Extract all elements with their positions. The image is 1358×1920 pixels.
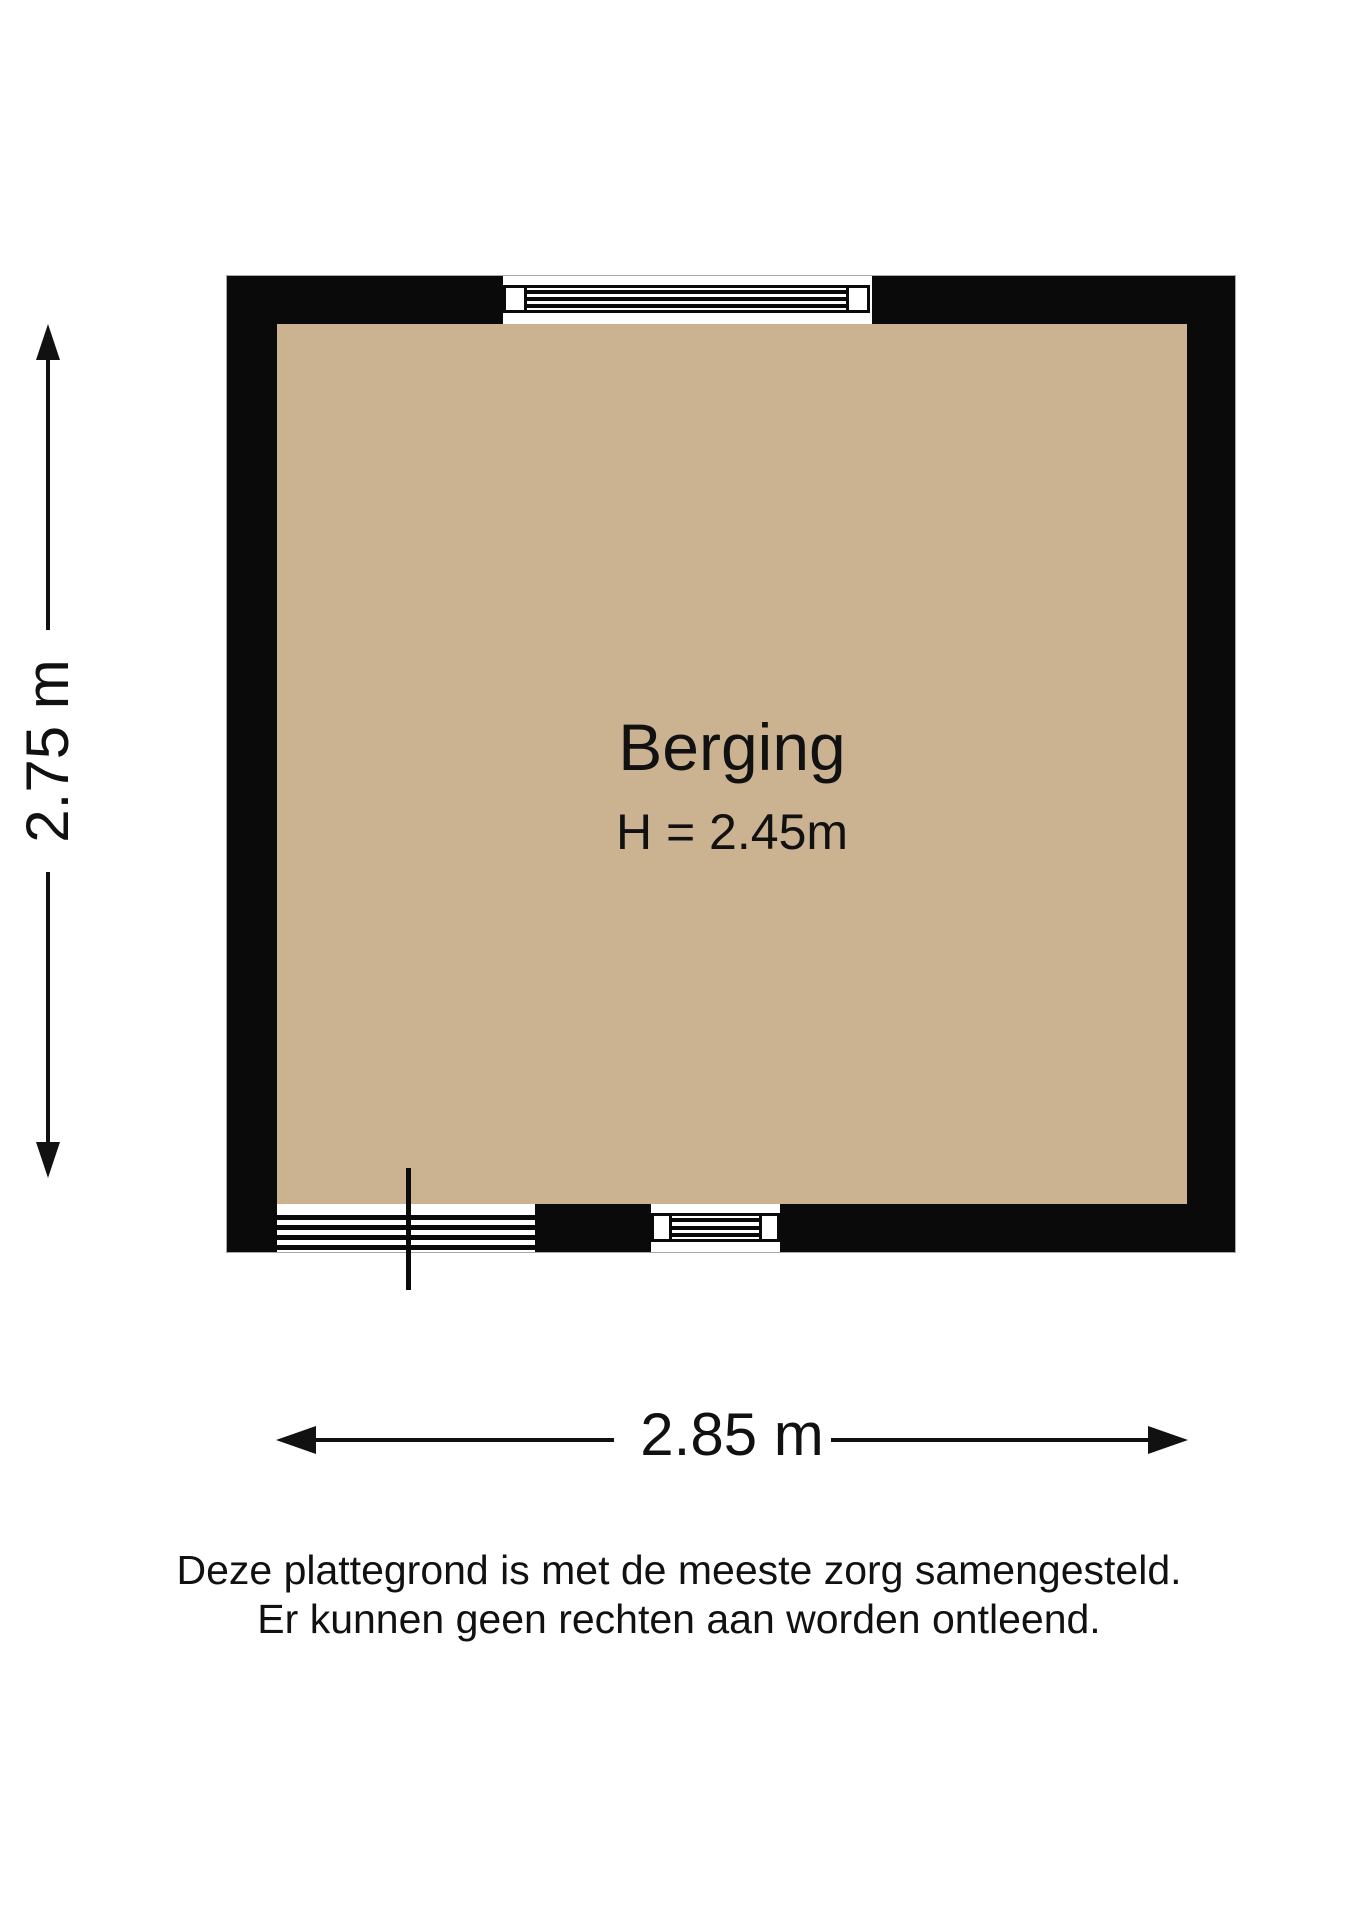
- disclaimer-line-1: Deze plattegrond is met de meeste zorg samengesteld.: [176, 1547, 1182, 1593]
- window-jamb-icon: [759, 1216, 777, 1239]
- wall-bottom-right-segment: [780, 1204, 1187, 1252]
- window-bottom-icon: [651, 1213, 780, 1242]
- window-pane-line: [527, 290, 846, 294]
- window-jamb-icon: [506, 288, 527, 310]
- height-dimension-label: 2.75 m: [14, 659, 81, 843]
- window-panes: [527, 288, 846, 310]
- window-pane-line: [672, 1233, 759, 1237]
- window-panes: [672, 1216, 759, 1239]
- arrow-up-icon: [36, 324, 60, 360]
- window-top-icon: [503, 285, 870, 313]
- wall-left: [227, 276, 277, 1252]
- width-dimension-label: 2.85 m: [640, 1401, 824, 1468]
- wall-top-left-segment: [227, 276, 503, 324]
- window-pane-line: [527, 297, 846, 301]
- wall-right: [1187, 276, 1235, 1252]
- height-dimension-line-lower: [46, 872, 50, 1144]
- window-pane-line: [672, 1226, 759, 1230]
- window-pane-line: [672, 1218, 759, 1222]
- room-ceiling-height-label: H = 2.45m: [615, 804, 849, 860]
- window-jamb-icon: [654, 1216, 672, 1239]
- disclaimer-line-2: Er kunnen geen rechten aan worden ontleend.: [257, 1596, 1101, 1642]
- room-name-label: Berging: [618, 710, 846, 784]
- window-jamb-icon: [846, 288, 867, 310]
- width-dimension-line-right: [831, 1438, 1151, 1442]
- door-leaf-line: [406, 1168, 411, 1290]
- height-dimension-line-upper: [46, 356, 50, 630]
- wall-bottom-middle-segment: [535, 1204, 651, 1252]
- wall-top-right-segment: [872, 276, 1187, 324]
- disclaimer-text: [0, 1546, 1358, 1644]
- arrow-down-icon: [36, 1142, 60, 1178]
- arrow-right-icon: [1148, 1426, 1188, 1454]
- window-pane-line: [527, 304, 846, 308]
